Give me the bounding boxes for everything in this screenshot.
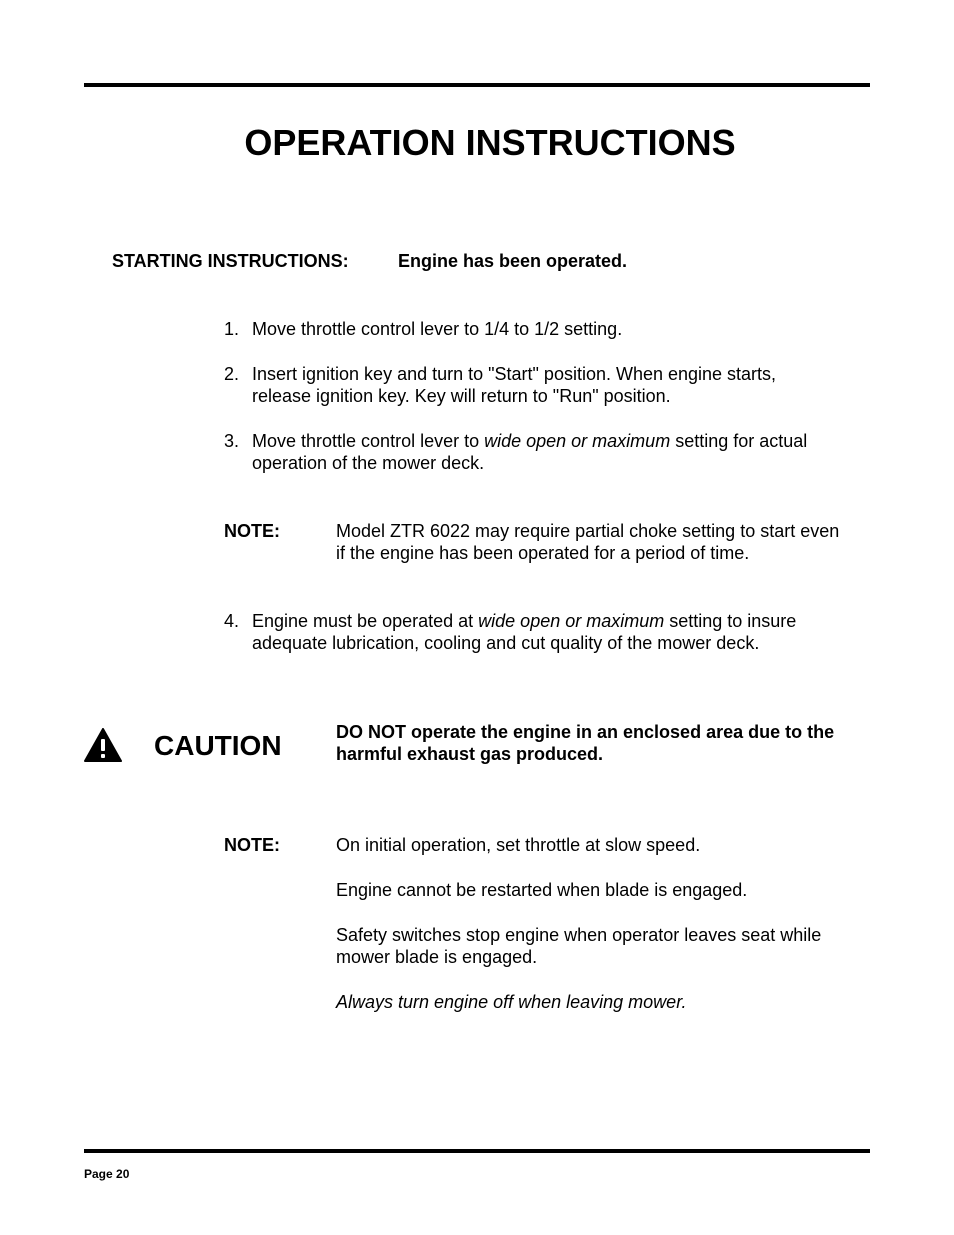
step-line: release ignition key. Key will return to "Run" position. <box>252 386 671 406</box>
step-text <box>252 363 864 407</box>
step-line: setting for actual <box>670 431 808 451</box>
caution-text <box>336 721 866 765</box>
bottom-rule <box>84 1149 870 1153</box>
step-text <box>252 430 864 474</box>
step-number: 1. <box>224 319 240 339</box>
caution-heading: CAUTION <box>154 730 282 761</box>
step-line: Insert ignition key and turn to "Start" position. When engine starts, <box>252 364 777 384</box>
note-label: NOTE: <box>224 521 280 541</box>
step-text <box>252 318 864 340</box>
section-label: STARTING INSTRUCTIONS: <box>112 251 349 271</box>
step-line: Move throttle control lever to 1/4 to 1/2 setting. <box>252 319 623 339</box>
step-emphasis: wide open or maximum <box>478 611 665 631</box>
step-line: adequate lubrication, cooling and cut quality of the mower deck. <box>252 633 760 653</box>
note-line: if the engine has been operated for a period of time. <box>336 543 750 563</box>
step-number: 3. <box>224 431 240 451</box>
step-emphasis: wide open or maximum <box>484 431 671 451</box>
note-line: Safety switches stop engine when operator leaves seat while <box>336 925 822 945</box>
note-paragraph <box>336 924 858 968</box>
caution-line: harmful exhaust gas produced. <box>336 744 604 764</box>
note-line: Model ZTR 6022 may require partial choke setting to start even <box>336 521 840 541</box>
top-rule <box>84 83 870 87</box>
step-line: Engine must be operated at <box>252 611 479 631</box>
step-line: operation of the mower deck. <box>252 453 485 473</box>
note-paragraph: Engine cannot be restarted when blade is engaged. <box>336 880 748 900</box>
step-number: 4. <box>224 611 240 631</box>
warning-triangle-icon <box>84 728 122 762</box>
note-label: NOTE: <box>224 835 280 855</box>
caution-line: DO NOT operate the engine in an enclosed area due to the <box>336 722 835 742</box>
step-text <box>252 610 864 654</box>
page-number: Page 20 <box>84 1167 130 1181</box>
note-line: mower blade is engaged. <box>336 947 538 967</box>
section-subtitle: Engine has been operated. <box>398 251 628 271</box>
note-text <box>336 834 858 1036</box>
step-line: Move throttle control lever to <box>252 431 485 451</box>
note-paragraph-italic: Always turn engine off when leaving mower. <box>336 992 687 1012</box>
step-number: 2. <box>224 364 240 384</box>
page-title: OPERATION INSTRUCTIONS <box>244 122 736 163</box>
step-line: setting to insure <box>664 611 797 631</box>
note-paragraph: On initial operation, set throttle at slow speed. <box>336 835 701 855</box>
note-text <box>336 520 858 564</box>
